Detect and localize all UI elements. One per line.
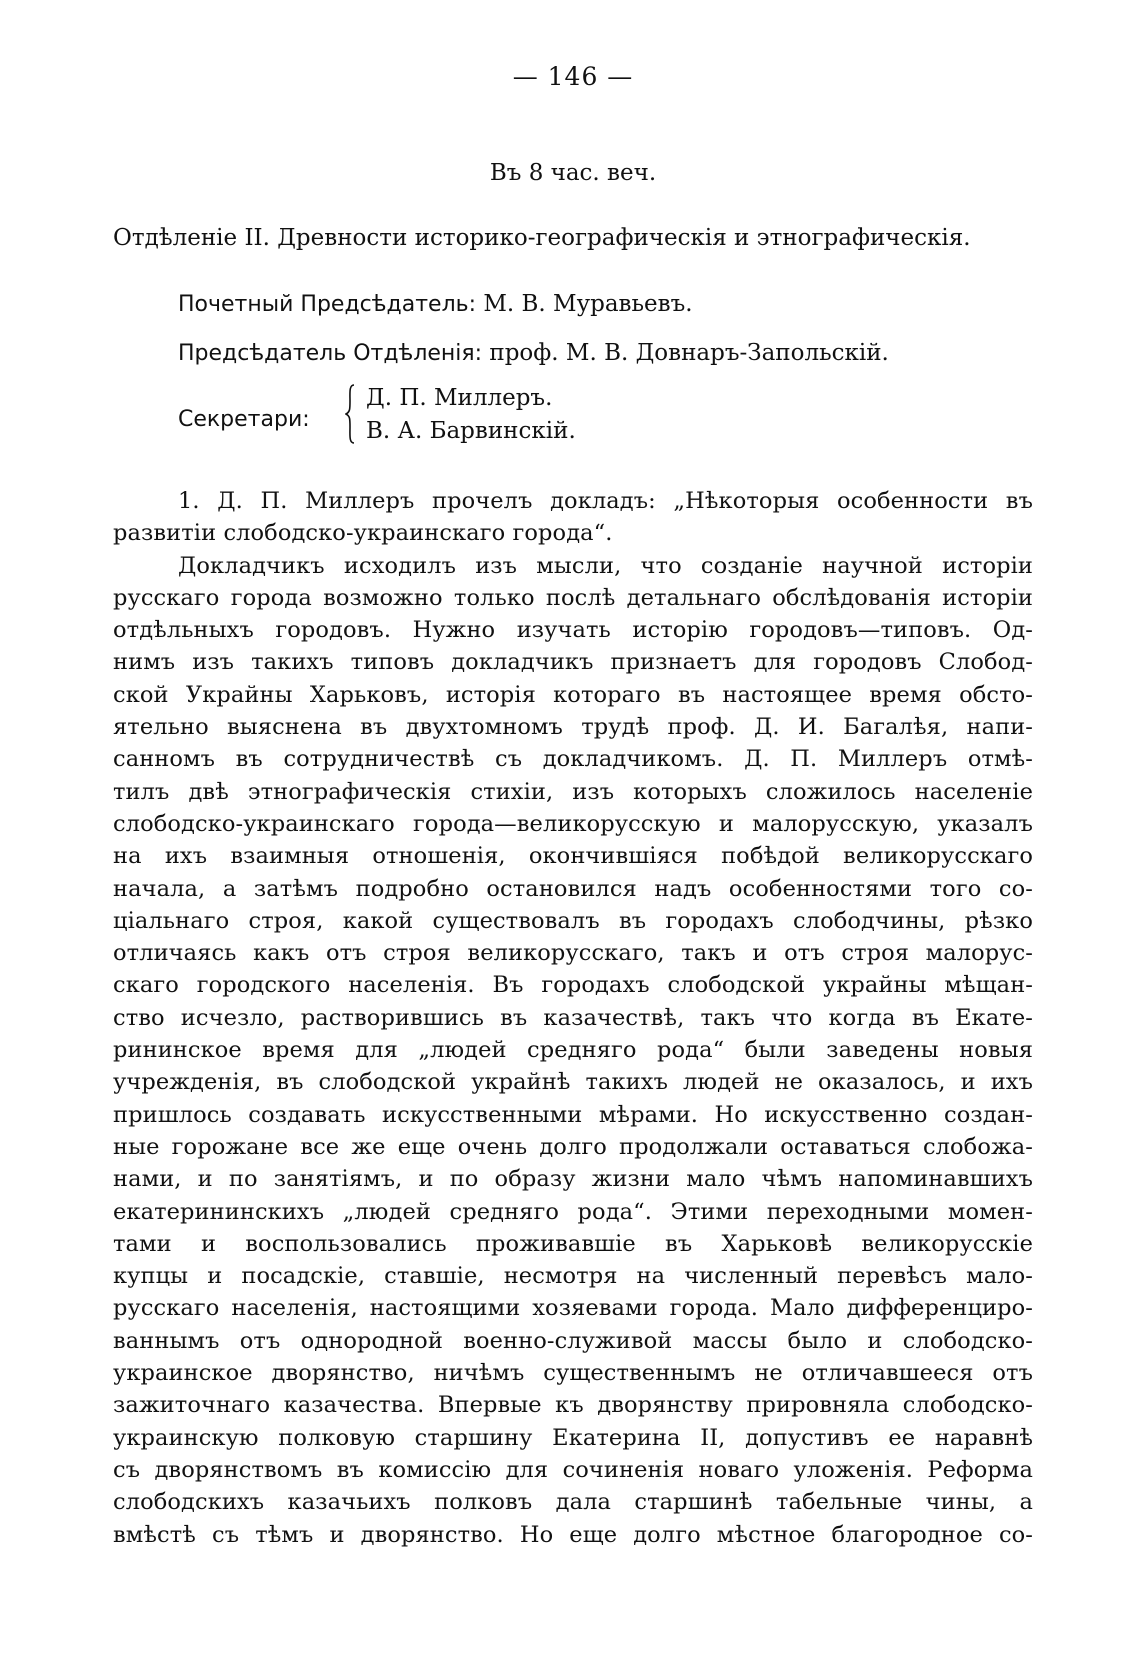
session-time: Въ 8 час. веч. xyxy=(489,160,657,186)
text-line: купцы и посадскіе, ставшіе, несмотря на численный перевѣсъ мало- xyxy=(113,1263,1033,1290)
text-line: вмѣстѣ съ тѣмъ и дворянство. Но еще долго мѣстное благородное со- xyxy=(113,1521,1033,1548)
secretary-name: Д. П. Миллеръ. xyxy=(366,385,553,411)
section-chair-name: проф. М. В. Довнаръ-Запольскій. xyxy=(489,340,889,366)
text-line: Докладчикъ исходилъ изъ мысли, что созданіе научной исторіи xyxy=(178,552,1033,579)
text-line: 1. Д. П. Миллеръ прочелъ докладъ: „Нѣкоторыя особенности въ xyxy=(178,488,1033,514)
text-line: пришлось создавать искусственными мѣрами. Но искусственно создан- xyxy=(113,1101,1033,1128)
text-line: ціальнаго строя, какой существовалъ въ городахъ слободчины, рѣзко xyxy=(113,907,1033,934)
secretaries-label: Секретари: xyxy=(178,407,310,432)
text-line: нами, и по занятіямъ, и по образу жизни мало чѣмъ напоминавшихъ xyxy=(113,1166,1033,1193)
text-line: зажиточнаго казачества. Впервые къ дворянству прировняла слободско- xyxy=(113,1392,1033,1419)
text-line: начала, а затѣмъ подробно остановился надъ особенностями того со- xyxy=(113,875,1033,902)
curly-brace-icon xyxy=(345,383,357,445)
text-line: нимъ изъ такихъ типовъ докладчикъ признаетъ для городовъ Слобод- xyxy=(113,649,1033,676)
section-title: Отдѣленіе II. Древности историко-географическія и этнографическія. xyxy=(113,225,971,251)
text-line: санномъ въ сотрудничествѣ съ докладчикомъ. Д. П. Миллеръ отмѣ- xyxy=(113,746,1033,773)
text-line: екатерининскихъ „людей средняго рода“. Этими переходными момен- xyxy=(113,1198,1033,1225)
page-number: — 146 — xyxy=(512,62,634,91)
honorary-chair-line xyxy=(178,291,693,317)
section-chair-label: Предсѣдатель Отдѣленія: xyxy=(178,341,483,366)
text-line: скаго городского населенія. Въ городахъ слободской украйны мѣщан- xyxy=(113,972,1033,999)
text-line: съ дворянствомъ въ комиссію для сочиненія новаго уложенія. Реформа xyxy=(113,1456,1033,1483)
text-line: учрежденія, въ слободской украйнѣ такихъ людей не оказалось, и ихъ xyxy=(113,1069,1033,1096)
honorary-chair-label: Почетный Предсѣдатель: xyxy=(178,292,477,317)
text-line: слободскихъ казачьихъ полковъ дала старшинѣ табельные чины, а xyxy=(113,1489,1033,1516)
text-line: ской Украйны Харьковъ, исторія котораго въ настоящее время обсто- xyxy=(113,681,1033,708)
text-line: тами и воспользовались проживавшіе въ Харьковѣ великорусскіе xyxy=(113,1230,1033,1257)
text-line: рининское время для „людей средняго рода“ были заведены новыя xyxy=(113,1037,1033,1064)
text-line: отличаясь какъ отъ строя великорусскаго, такъ и отъ строя малорус- xyxy=(113,940,1033,967)
text-line: отдѣльныхъ городовъ. Нужно изучать исторію городовъ—типовъ. Од- xyxy=(113,617,1033,644)
text-line: украинскую полковую старшину Екатерина II, допустивъ ее наравнѣ xyxy=(113,1424,1033,1451)
text-line: на ихъ взаимныя отношенія, окончившіяся побѣдой великорусскаго xyxy=(113,843,1033,870)
text-line: тилъ двѣ этнографическія стихіи, изъ которыхъ сложилось населеніе xyxy=(113,778,1033,805)
text-line: ятельно выяснена въ двухтомномъ трудѣ проф. Д. И. Багалѣя, напи- xyxy=(113,714,1033,741)
secretary-name: В. А. Барвинскій. xyxy=(366,418,576,444)
text-line: ваннымъ отъ однородной военно-служивой массы было и слободско- xyxy=(113,1327,1033,1354)
text-line: развитіи слободско-украинскаго города“. xyxy=(113,520,613,547)
secretaries-list xyxy=(366,382,576,448)
text-line: ные горожане все же еще очень долго продолжали оставаться слобожа- xyxy=(113,1133,1033,1160)
section-chair-line xyxy=(178,340,889,366)
report-text xyxy=(113,485,1033,1551)
text-line: слободско-украинскаго города—великорусскую и малорусскую, указалъ xyxy=(113,810,1033,837)
text-line: русскаго города возможно только послѣ детальнаго обслѣдованія исторіи xyxy=(113,584,1033,611)
text-line: украинское дворянство, ничѣмъ существеннымъ не отличавшееся отъ xyxy=(113,1360,1033,1387)
text-line: русскаго населенія, настоящими хозяевами города. Мало дифференциро- xyxy=(113,1295,1033,1322)
honorary-chair-name: М. В. Муравьевъ. xyxy=(483,291,693,317)
text-line: ство исчезло, растворившись въ казачествѣ, такъ что когда въ Екате- xyxy=(113,1004,1033,1031)
